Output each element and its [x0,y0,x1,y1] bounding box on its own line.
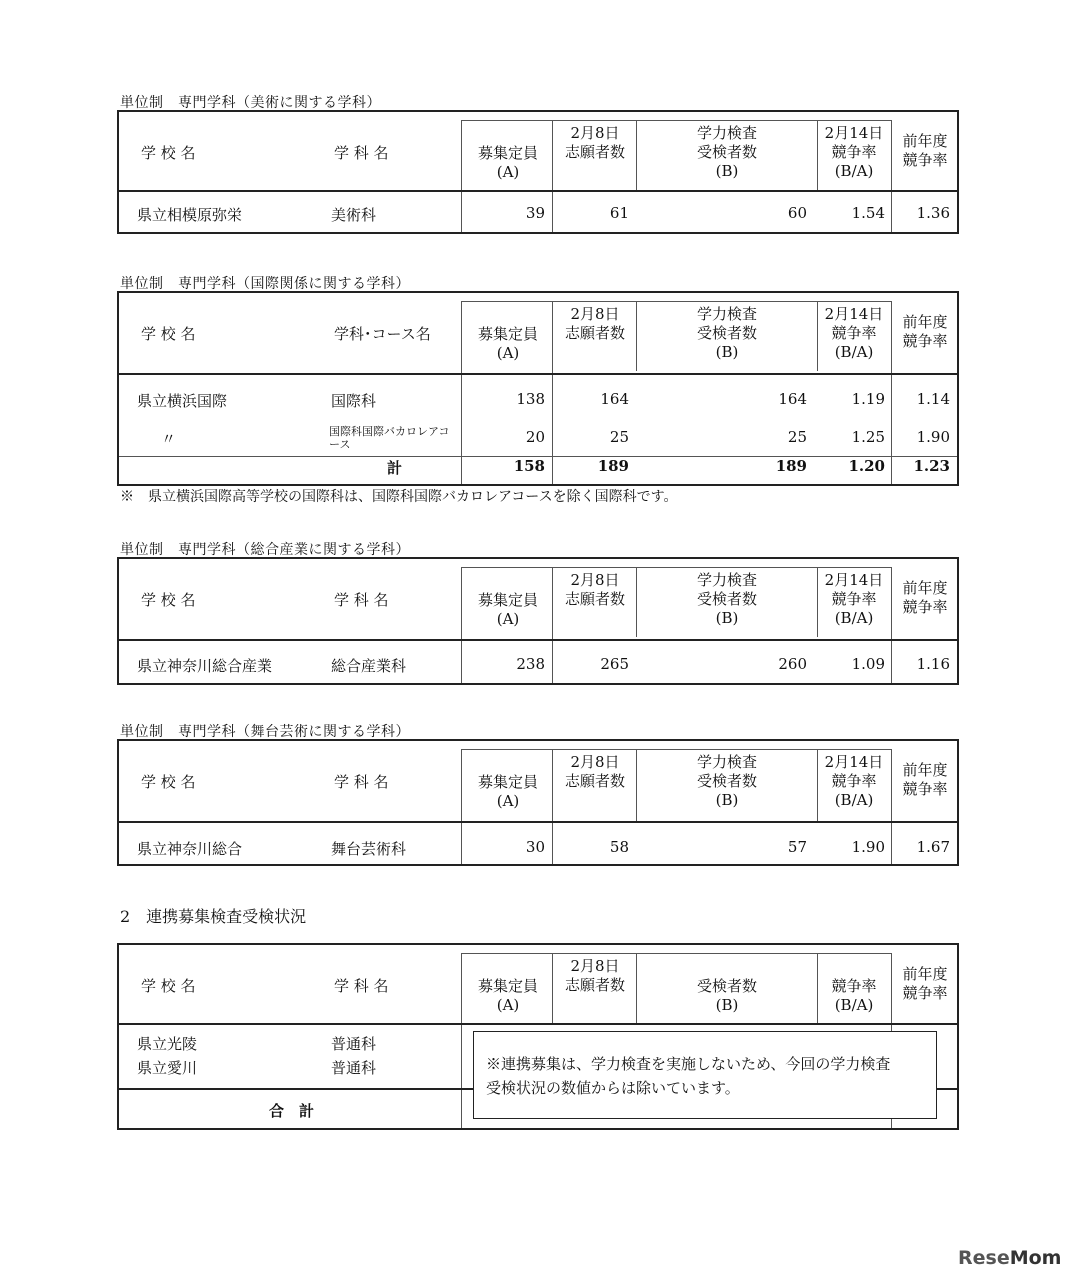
row-examinees: 260 [778,655,807,673]
row-examinees: 60 [787,204,807,222]
row-capacity: 238 [516,655,545,673]
row-applicants: 265 [600,655,629,673]
header-prev-rate: 前年度 競争率 [902,761,948,798]
header-examinees: 学力検査 受検者数 (B) [696,124,757,180]
row-dept: 普通科 [331,1035,377,1053]
row-prev: 1.67 [916,838,950,856]
renkei-title: 2 連携募集検査受検状況 [120,907,307,926]
header-dept: 学 科 名 [334,144,389,162]
row-capacity: 39 [525,204,545,222]
row-applicants: 25 [609,428,629,446]
total-examinees: 189 [775,457,807,475]
row-school: 県立光陵 [137,1035,198,1053]
header-school: 学 校 名 [141,773,196,791]
row-capacity: 30 [525,838,545,856]
header-school: 学 校 名 [141,977,196,995]
header-examinees: 学力検査 受検者数 (B) [696,753,757,809]
row-school: 県立横浜国際 [137,392,228,410]
row-capacity: 20 [525,428,545,446]
header-rate: 競争率 (B/A) [831,977,877,1014]
header-examinees: 学力検査 受検者数 (B) [696,305,757,361]
header-applicants: 2月8日 志願者数 [564,124,625,161]
total-label: 計 [387,459,403,477]
row-capacity: 138 [516,390,545,408]
row-prev: 1.16 [916,655,950,673]
row-school-ditto: 〃 [161,430,177,448]
row-applicants: 58 [609,838,629,856]
row-school: 県立神奈川総合 [137,840,243,858]
table-art [117,110,959,234]
row-rate: 1.19 [851,390,885,408]
table-industry [117,557,959,685]
header-prev-rate: 前年度 競争率 [902,313,948,350]
header-school: 学 校 名 [141,591,196,609]
header-capacity: 募集定員 (A) [477,773,538,810]
row-school: 県立神奈川総合産業 [137,657,273,675]
row-prev: 1.90 [916,428,950,446]
header-prev-rate: 前年度 競争率 [902,579,948,616]
header-rate: 2月14日 競争率 (B/A) [824,571,884,627]
row-dept: 総合産業科 [331,657,407,675]
intl-note: ※ 県立横浜国際高等学校の国際科は、国際科国際バカロレアコースを除く国際科です。 [120,489,678,505]
total-prev: 1.23 [913,457,950,475]
row-rate: 1.54 [851,204,885,222]
section-title-art: 単位制 専門学科（美術に関する学科） [120,95,381,111]
header-capacity: 募集定員 (A) [477,977,538,1014]
header-examinees: 受検者数 (B) [696,977,757,1014]
total-applicants: 189 [597,457,629,475]
total-label: 合 計 [269,1102,315,1120]
header-rate: 2月14日 競争率 (B/A) [824,305,884,361]
row-prev: 1.14 [916,390,950,408]
header-school: 学 校 名 [141,325,196,343]
section-title-stage: 単位制 専門学科（舞台芸術に関する学科） [120,724,410,740]
section-title-industry: 単位制 専門学科（総合産業に関する学科） [120,542,410,558]
total-capacity: 158 [513,457,545,475]
row-applicants: 61 [609,204,629,222]
table-stage [117,739,959,866]
header-applicants: 2月8日 志願者数 [564,305,625,342]
row-examinees: 25 [787,428,807,446]
header-prev-rate: 前年度 競争率 [902,132,948,169]
row-examinees: 57 [787,838,807,856]
header-applicants: 2月8日 志願者数 [564,571,625,608]
row-dept: 国際科国際バカロレアコース [329,425,450,451]
renkei-note-box [473,1031,937,1119]
row-rate: 1.25 [851,428,885,446]
resemom-logo: ReseMom [958,1247,1062,1269]
row-dept: 舞台芸術科 [331,840,407,858]
header-dept: 学 科 名 [334,773,389,791]
table-intl [117,291,959,486]
header-dept-course: 学科･コース名 [334,325,431,343]
row-dept: 美術科 [331,206,377,224]
row-rate: 1.90 [851,838,885,856]
header-capacity: 募集定員 (A) [477,144,538,181]
header-school: 学 校 名 [141,144,196,162]
header-rate: 2月14日 競争率 (B/A) [824,753,884,809]
total-rate: 1.20 [848,457,885,475]
row-prev: 1.36 [916,204,950,222]
row-applicants: 164 [600,390,629,408]
row-school: 県立愛川 [137,1059,198,1077]
row-dept: 普通科 [331,1059,377,1077]
header-dept: 学 科 名 [334,591,389,609]
header-applicants: 2月8日 志願者数 [564,957,625,994]
row-dept: 国際科 [331,392,377,410]
row-rate: 1.09 [851,655,885,673]
header-applicants: 2月8日 志願者数 [564,753,625,790]
header-dept: 学 科 名 [334,977,389,995]
header-rate: 2月14日 競争率 (B/A) [824,124,884,180]
header-prev-rate: 前年度 競争率 [902,965,948,1002]
section-title-intl: 単位制 専門学科（国際関係に関する学科） [120,276,410,292]
row-examinees: 164 [778,390,807,408]
header-examinees: 学力検査 受検者数 (B) [696,571,757,627]
renkei-note-line1: ※連携募集は、学力検査を実施しないため、今回の学力検査 [486,1055,891,1073]
row-school: 県立相模原弥栄 [137,206,243,224]
header-capacity: 募集定員 (A) [477,325,538,362]
header-capacity: 募集定員 (A) [477,591,538,628]
renkei-note-line2: 受検状況の数値からは除いています。 [486,1079,740,1097]
